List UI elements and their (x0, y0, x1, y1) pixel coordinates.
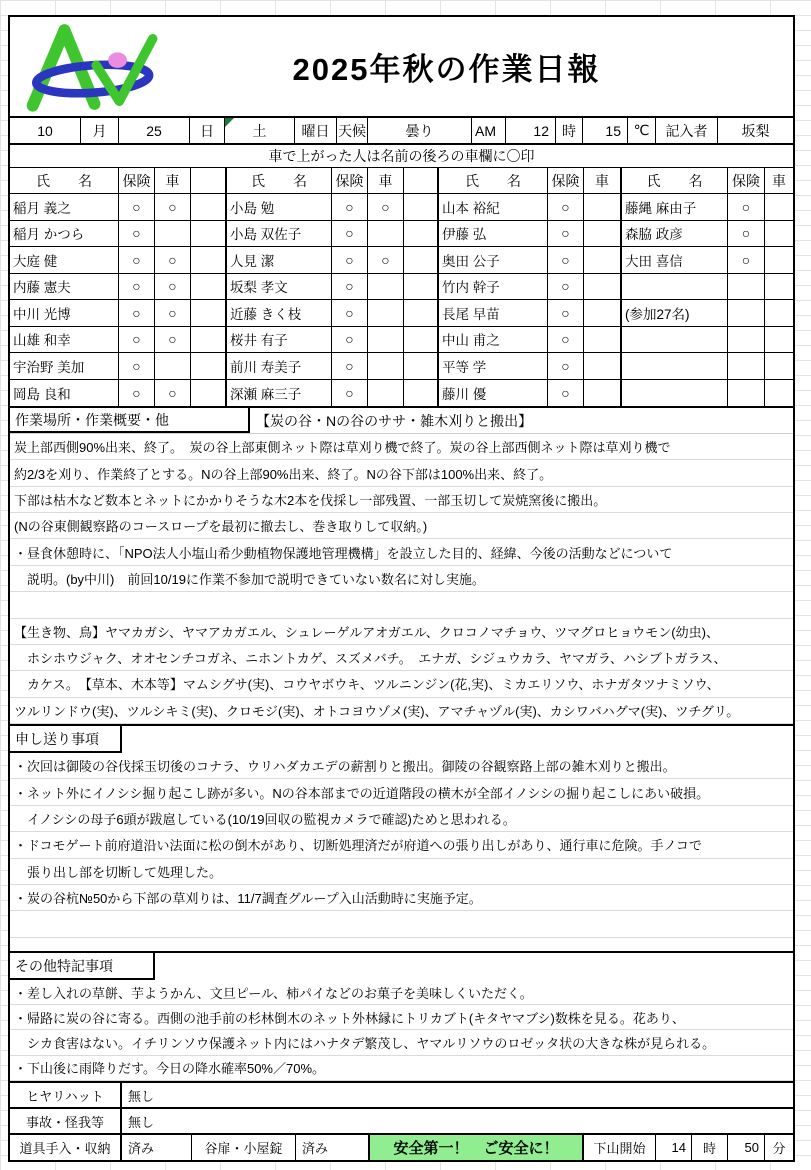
roster-insurance-cell[interactable]: ○ (119, 194, 155, 221)
temperature-unit: ℃ (628, 118, 656, 143)
weather-value[interactable]: 曇り (368, 118, 472, 143)
work-line: 【生き物、鳥】ヤマカガシ、ヤマアカガエル、シュレーゲルアオガエル、クロコノマチョウ、ツマグロヒョウモン(幼虫)、 (10, 619, 793, 645)
roster-car-cell[interactable] (584, 274, 620, 301)
roster-insurance-cell[interactable]: ○ (119, 327, 155, 354)
roster-car-cell[interactable] (765, 353, 793, 380)
roster-name-cell[interactable]: 坂梨 孝文 (225, 274, 332, 301)
roster-name-cell[interactable]: 山雄 和幸 (10, 327, 119, 354)
roster-header-insurance: 保険 (119, 168, 155, 194)
roster-name-cell[interactable]: 森脇 政彦 (620, 221, 728, 248)
handover-section-label: 申し送り事項 (10, 726, 122, 753)
hour-label: 時 (556, 118, 583, 143)
roster-insurance-cell[interactable] (728, 274, 765, 301)
report-sheet (8, 15, 795, 1162)
accident-label: 事故・怪我等 (10, 1109, 122, 1133)
roster-header-car: 車 (368, 168, 404, 194)
roster-insurance-cell[interactable]: ○ (332, 274, 368, 301)
roster-spacer (191, 380, 225, 407)
roster-name-cell[interactable] (620, 327, 728, 354)
accident-value[interactable]: 無し (128, 1114, 155, 1130)
roster-name-cell[interactable]: 大田 喜信 (620, 247, 728, 274)
roster-header-insurance: 保険 (728, 168, 765, 194)
roster-name-cell[interactable]: 小島 勉 (225, 194, 332, 221)
work-line: 約2/3を刈り、作業終了とする。Nの谷上部90%出来、終了。Nの谷下部は100%出来、終了。 (10, 460, 793, 486)
roster-car-cell[interactable] (765, 247, 793, 274)
roster-header-spacer (404, 168, 437, 194)
roster-insurance-cell[interactable] (728, 327, 765, 354)
work-line: 説明。(by中川) 前回10/19に作業不参加で説明できていない数名に対し実施。 (10, 566, 793, 592)
roster-insurance-cell[interactable]: ○ (548, 380, 584, 407)
roster-insurance-cell[interactable]: ○ (728, 247, 765, 274)
roster-insurance-cell[interactable] (728, 380, 765, 407)
roster-car-cell[interactable] (584, 194, 620, 221)
roster-name-cell[interactable]: 奥田 公子 (437, 247, 548, 274)
work-line: ・昼食休憩時に、「NPO法人小塩山希少動植物保護地管理機構」を設立した目的、経緯、今後の活動などについて (10, 539, 793, 565)
roster-spacer (404, 353, 437, 380)
roster-car-cell[interactable] (765, 327, 793, 354)
roster-name-cell[interactable] (620, 353, 728, 380)
roster-header-name: 氏 名 (437, 168, 548, 194)
work-line: ホシホウジャク、オオセンチコガネ、ニホントカゲ、スズメバチ。 エナガ、シジュウカラ、ヤマガラ、ハシブトガラス、 (10, 645, 793, 671)
roster-table (10, 168, 793, 408)
work-lines (10, 434, 793, 724)
other-notes-section (10, 953, 793, 1083)
descend-hour-value[interactable]: 14 (656, 1135, 692, 1160)
handover-label-row (10, 726, 793, 753)
roster-name-cell[interactable]: 前川 寿美子 (225, 353, 332, 380)
gate-lock-label: 谷扉・小屋錠 (192, 1135, 296, 1160)
roster-car-cell[interactable] (765, 274, 793, 301)
roster-name-cell[interactable]: 伊藤 弘 (437, 221, 548, 248)
other-notes-section-label: その他特記事項 (10, 953, 155, 980)
day-value[interactable]: 25 (119, 118, 190, 143)
roster-insurance-cell[interactable]: ○ (332, 194, 368, 221)
roster-name-cell[interactable]: 桜井 有子 (225, 327, 332, 354)
roster-car-cell[interactable]: ○ (155, 327, 191, 354)
weekday-value[interactable]: 土 (225, 118, 295, 143)
weekday-label: 曜日 (295, 118, 337, 143)
roster-header-car: 車 (155, 168, 191, 194)
roster-insurance-cell[interactable]: ○ (119, 274, 155, 301)
roster-insurance-cell[interactable] (728, 353, 765, 380)
roster-car-cell[interactable]: ○ (155, 300, 191, 327)
roster-insurance-cell[interactable]: ○ (119, 380, 155, 407)
roster-spacer (191, 353, 225, 380)
roster-spacer (404, 380, 437, 407)
roster-header-name: 氏 名 (620, 168, 728, 194)
roster-name-cell[interactable]: 稲月 義之 (10, 194, 119, 221)
work-line (10, 592, 793, 618)
roster-car-cell[interactable] (368, 221, 404, 248)
roster-car-cell[interactable] (368, 274, 404, 301)
roster-name-cell[interactable]: 岡島 良和 (10, 380, 119, 407)
other-note-line: ・下山後に雨降りだす。今日の降水確率50%／70%。 (10, 1056, 793, 1081)
car-note: 車で上がった人は名前の後ろの車欄に〇印 (10, 145, 793, 168)
roster-name-cell[interactable] (620, 380, 728, 407)
roster-name-cell[interactable]: 平等 学 (437, 353, 548, 380)
roster-car-cell[interactable] (155, 221, 191, 248)
roster-insurance-cell[interactable]: ○ (119, 221, 155, 248)
roster-insurance-cell[interactable]: ○ (548, 353, 584, 380)
roster-car-cell[interactable] (584, 380, 620, 407)
roster-insurance-cell[interactable]: ○ (548, 221, 584, 248)
roster-spacer (404, 274, 437, 301)
recorder-label: 記入者 (656, 118, 718, 143)
handover-line: ・炭の谷杭№50から下部の草刈りは、11/7調査グループ入山活動時に実施予定。 (10, 885, 793, 911)
roster-insurance-cell[interactable]: ○ (119, 353, 155, 380)
roster-name-cell[interactable] (620, 274, 728, 301)
roster-spacer (404, 194, 437, 221)
tools-row (10, 1135, 793, 1160)
roster-header-name: 氏 名 (10, 168, 119, 194)
roster-car-cell[interactable] (368, 353, 404, 380)
near-miss-row (10, 1083, 793, 1109)
roster-header-insurance: 保険 (332, 168, 368, 194)
roster-insurance-cell[interactable]: ○ (548, 300, 584, 327)
roster-insurance-cell[interactable]: ○ (548, 194, 584, 221)
handover-section (10, 726, 793, 953)
roster-car-cell[interactable]: ○ (155, 380, 191, 407)
roster-name-cell[interactable]: 近藤 きく枝 (225, 300, 332, 327)
roster-name-cell[interactable]: 稲月 かつら (10, 221, 119, 248)
roster-car-cell[interactable]: ○ (155, 247, 191, 274)
month-label: 月 (81, 118, 119, 143)
work-section (10, 408, 793, 726)
work-line: 炭上部西側90%出来、終了。 炭の谷上部東側ネット際は草刈り機で終了。炭の谷上部西側ネット際は草刈り機で (10, 434, 793, 460)
organization-logo (10, 19, 195, 115)
roster-insurance-cell[interactable]: ○ (548, 247, 584, 274)
handover-line: ・ネット外にイノシシ掘り起こし跡が多い。Nの谷本部までの近道階段の横木が全部イノシシの掘り起こしにあい破損。 (10, 779, 793, 805)
roster-spacer (191, 327, 225, 354)
descend-start-label: 下山開始 (584, 1135, 656, 1160)
page-title: 2025年秋の作業日報 (292, 52, 601, 87)
roster-insurance-cell[interactable]: ○ (332, 221, 368, 248)
roster-car-cell[interactable]: ○ (368, 194, 404, 221)
roster-name-cell[interactable]: 深瀬 麻三子 (225, 380, 332, 407)
roster-name-cell[interactable]: 内藤 憲夫 (10, 274, 119, 301)
weather-label: 天候 (337, 118, 368, 143)
roster-car-cell[interactable] (584, 247, 620, 274)
roster-car-cell[interactable] (368, 300, 404, 327)
roster-name-cell[interactable]: 小島 双佐子 (225, 221, 332, 248)
roster-insurance-cell[interactable]: ○ (119, 247, 155, 274)
roster-header-car: 車 (584, 168, 620, 194)
roster-car-cell[interactable] (584, 327, 620, 354)
work-title: 【炭の谷・Nの谷のササ・雑木刈りと搬出】 (256, 412, 533, 429)
near-miss-value[interactable]: 無し (128, 1088, 155, 1104)
roster-name-cell[interactable]: 中川 光博 (10, 300, 119, 327)
roster-car-cell[interactable]: ○ (155, 274, 191, 301)
descend-minute-unit: 分 (772, 1141, 786, 1156)
roster-header-name: 氏 名 (225, 168, 332, 194)
work-line: 下部は枯木など数本とネットにかかりそうな木2本を伐採し一部残置、一部玉切して炭焼窯後に搬出。 (10, 487, 793, 513)
handover-line (10, 911, 793, 937)
roster-car-cell[interactable] (584, 221, 620, 248)
roster-name-cell[interactable]: 山本 裕紀 (437, 194, 548, 221)
roster-name-cell[interactable]: (参加27名) (620, 300, 728, 327)
roster-spacer (191, 221, 225, 248)
roster-name-cell[interactable]: 長尾 早苗 (437, 300, 548, 327)
work-label-row (10, 408, 793, 434)
roster-name-cell[interactable]: 宇治野 美加 (10, 353, 119, 380)
roster-car-cell[interactable]: ○ (155, 194, 191, 221)
handover-line (10, 938, 793, 953)
roster-insurance-cell[interactable]: ○ (332, 353, 368, 380)
accident-row (10, 1109, 793, 1135)
roster-spacer (191, 300, 225, 327)
roster-spacer (404, 327, 437, 354)
roster-car-cell[interactable] (368, 327, 404, 354)
work-line: (Nの谷東側観察路のコースロープを最初に撤去し、巻き取りして収納。) (10, 513, 793, 539)
safety-slogan: 安全第一！ ご安全に！ (369, 1135, 584, 1160)
tools-label: 道具手入・収納 (10, 1135, 122, 1160)
ampm-value[interactable]: AM (472, 118, 506, 143)
logo-icon (14, 19, 192, 115)
roster-spacer (191, 194, 225, 221)
month-value[interactable]: 10 (10, 118, 81, 143)
roster-spacer (404, 221, 437, 248)
roster-insurance-cell[interactable]: ○ (548, 327, 584, 354)
roster-insurance-cell[interactable]: ○ (119, 300, 155, 327)
roster-name-cell[interactable]: 藤縄 麻由子 (620, 194, 728, 221)
header-band (10, 17, 793, 118)
handover-line: イノシシの母子6頭が跋扈している(10/19回収の監視カメラで確認)ためと思われる。 (10, 806, 793, 832)
roster-car-cell[interactable] (584, 353, 620, 380)
roster-spacer (404, 300, 437, 327)
handover-lines (10, 753, 793, 953)
handover-line: 張り出し部を切断して処理した。 (10, 859, 793, 885)
other-note-line: ・帰路に炭の谷に寄る。西側の池手前の杉林倒木のネット外林縁にトリカブト(キタヤマブシ)数株を見る。花あり、 (10, 1005, 793, 1030)
descend-minute-value[interactable]: 50 (728, 1135, 765, 1160)
date-row (10, 118, 793, 145)
roster-insurance-cell[interactable]: ○ (332, 327, 368, 354)
roster-spacer (191, 274, 225, 301)
roster-name-cell[interactable]: 人見 潔 (225, 247, 332, 274)
roster-car-cell[interactable] (765, 194, 793, 221)
roster-name-cell[interactable]: 竹内 幹子 (437, 274, 548, 301)
roster-car-cell[interactable] (765, 221, 793, 248)
handover-line: ・次回は御陵の谷伐採玉切後のコナラ、ウリハダカエデの薪割りと搬出。御陵の谷観察路上部の雑木刈りと搬出。 (10, 753, 793, 779)
roster-car-cell[interactable] (584, 300, 620, 327)
tools-value[interactable]: 済み (122, 1135, 192, 1160)
roster-spacer (404, 247, 437, 274)
roster-name-cell[interactable]: 大庭 健 (10, 247, 119, 274)
descend-hour-unit: 時 (692, 1135, 728, 1160)
day-label: 日 (190, 118, 225, 143)
hour-value[interactable]: 12 (506, 118, 556, 143)
recorder-value[interactable]: 坂梨 (741, 122, 770, 139)
roster-spacer (191, 247, 225, 274)
temperature-value[interactable]: 15 (583, 118, 628, 143)
roster-header-insurance: 保険 (548, 168, 584, 194)
roster-name-cell[interactable]: 藤川 優 (437, 380, 548, 407)
roster-insurance-cell[interactable]: ○ (332, 300, 368, 327)
roster-insurance-cell[interactable]: ○ (332, 380, 368, 407)
work-line: ツルリンドウ(実)、ツルシキミ(実)、クロモジ(実)、オトコヨウゾメ(実)、アマチャヅル(実)、カシワバハグマ(実)、ツチグリ。 (10, 698, 793, 724)
roster-insurance-cell[interactable]: ○ (332, 247, 368, 274)
roster-car-cell[interactable] (765, 300, 793, 327)
roster-insurance-cell[interactable]: ○ (728, 221, 765, 248)
other-note-line: シカ食害はない。イチリンソウ保護ネット内にはハナタデ繁茂し、ヤマルリソウのロゼッタ状の大きな株が見られる。 (10, 1030, 793, 1055)
near-miss-label: ヒヤリハット (10, 1083, 122, 1107)
roster-insurance-cell[interactable] (728, 300, 765, 327)
handover-line: ・ドコモゲート前府道沿い法面に松の倒木があり、切断処理済だが府道への張り出しがあり、通行車に危険。手ノコで (10, 832, 793, 858)
roster-car-cell[interactable] (155, 353, 191, 380)
roster-name-cell[interactable]: 中山 甫之 (437, 327, 548, 354)
roster-car-cell[interactable] (765, 380, 793, 407)
roster-insurance-cell[interactable]: ○ (548, 274, 584, 301)
work-line: カケス。 【草本、木本等】マムシグサ(実)、コウヤボウキ、ツルニンジン(花,実)、ミカエリソウ、ホナガタツナミソウ、 (10, 671, 793, 697)
roster-header-car: 車 (765, 168, 793, 194)
roster-insurance-cell[interactable]: ○ (728, 194, 765, 221)
gate-lock-value[interactable]: 済み (296, 1135, 369, 1160)
other-notes-label-row (10, 953, 793, 980)
roster-car-cell[interactable] (368, 380, 404, 407)
other-note-line: ・差し入れの草餅、芋ようかん、文旦ピール、柿パイなどのお菓子を美味しくいただく。 (10, 980, 793, 1005)
other-notes-lines (10, 980, 793, 1081)
roster-header-spacer (191, 168, 225, 194)
work-section-label: 作業場所・作業概要・他 (10, 408, 250, 433)
roster-car-cell[interactable]: ○ (368, 247, 404, 274)
